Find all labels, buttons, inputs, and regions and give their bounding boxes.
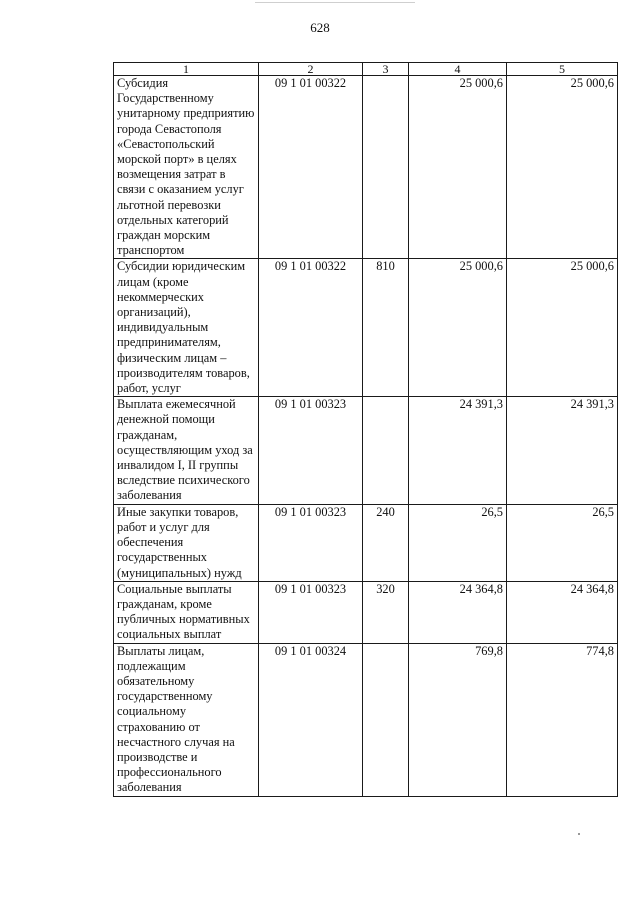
- table-row: [114, 581, 618, 643]
- row-target-code: 09 1 01 00323: [259, 581, 363, 643]
- row-target-code: 09 1 01 00324: [259, 643, 363, 796]
- scan-edge-line: [255, 2, 415, 3]
- row-target-code: 09 1 01 00322: [259, 259, 363, 397]
- row-name: Субсидии юридическим лицам (кроме некоммерческих организаций), индивидуальным предпринимателям, физическим лицам – производителям товаров, работ, услуг: [114, 259, 259, 397]
- row-amount-1: 24 391,3: [409, 397, 507, 504]
- row-expense-type: [363, 76, 409, 259]
- row-amount-1: 25 000,6: [409, 259, 507, 397]
- table-row: [114, 504, 618, 581]
- row-amount-2: 774,8: [507, 643, 618, 796]
- row-expense-type: 810: [363, 259, 409, 397]
- table-row: [114, 76, 618, 259]
- table-row: [114, 397, 618, 504]
- row-name: Иные закупки товаров, работ и услуг для обеспечения государственных (муниципальных) нужд: [114, 504, 259, 581]
- row-expense-type: 240: [363, 504, 409, 581]
- budget-table: [113, 62, 618, 797]
- row-amount-1: 26,5: [409, 504, 507, 581]
- header-col-5: 5: [507, 63, 618, 76]
- row-amount-1: 24 364,8: [409, 581, 507, 643]
- row-target-code: 09 1 01 00322: [259, 76, 363, 259]
- row-target-code: 09 1 01 00323: [259, 504, 363, 581]
- scan-speck: [578, 833, 580, 835]
- row-amount-2: 26,5: [507, 504, 618, 581]
- row-name: Выплаты лицам, подлежащим обязательному государственному социальному страхованию от несчастного случая на производстве и профессионального заболевания: [114, 643, 259, 796]
- row-amount-2: 24 364,8: [507, 581, 618, 643]
- row-name: Социальные выплаты гражданам, кроме публичных нормативных социальных выплат: [114, 581, 259, 643]
- row-amount-1: 769,8: [409, 643, 507, 796]
- header-col-4: 4: [409, 63, 507, 76]
- row-expense-type: [363, 643, 409, 796]
- header-col-1: 1: [114, 63, 259, 76]
- header-col-2: 2: [259, 63, 363, 76]
- table-row: [114, 643, 618, 796]
- row-amount-2: 25 000,6: [507, 259, 618, 397]
- row-name: Субсидия Государственному унитарному предприятию города Севастополя «Севастопольский морской порт» в целях возмещения затрат в связи с оказанием услуг льготной перевозки отдельных категорий граждан морским транспортом: [114, 76, 259, 259]
- table-header-row: [114, 63, 618, 76]
- row-expense-type: [363, 397, 409, 504]
- row-amount-2: 24 391,3: [507, 397, 618, 504]
- row-name: Выплата ежемесячной денежной помощи гражданам, осуществляющим уход за инвалидом I, II группы вследствие психического заболевания: [114, 397, 259, 504]
- row-amount-1: 25 000,6: [409, 76, 507, 259]
- row-amount-2: 25 000,6: [507, 76, 618, 259]
- row-expense-type: 320: [363, 581, 409, 643]
- page-number: 628: [310, 20, 330, 35]
- header-col-3: 3: [363, 63, 409, 76]
- table-row: [114, 259, 618, 397]
- row-target-code: 09 1 01 00323: [259, 397, 363, 504]
